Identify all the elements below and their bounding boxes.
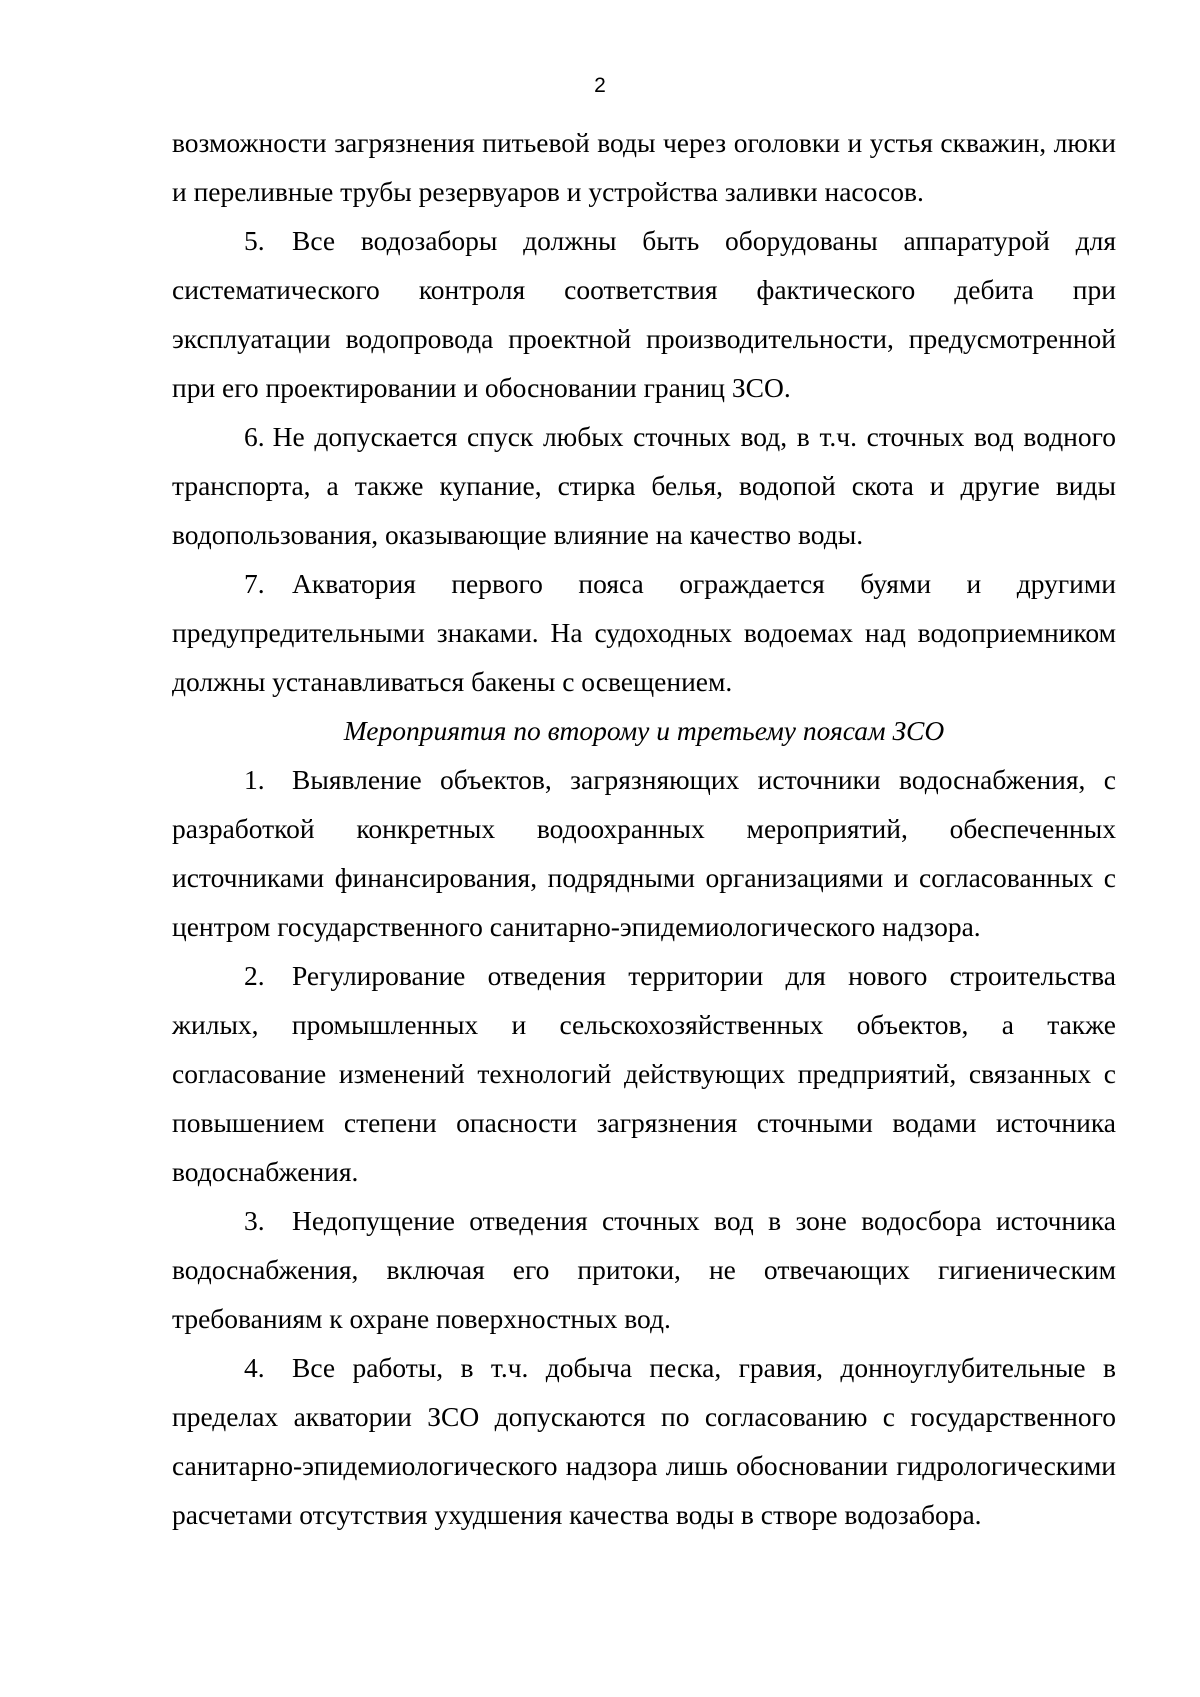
item-text: Регулирование отведения территории для нового строительства жилых, промышленных и сельскохозяйственных объектов, а также согласование изменений технологий действующих предприятий, связанных с повышением степени опасности загрязнения сточными водами источника водоснабжения.: [172, 960, 1116, 1187]
item-text: Недопущение отведения сточных вод в зоне водосбора источника водоснабжения, включая его притоки, не отвечающих гигиеническим требованиям к охране поверхностных вод.: [172, 1205, 1116, 1334]
list-item-first-belt-6: [172, 412, 1116, 559]
item-text: Акватория первого пояса ограждается буями и другими предупредительными знаками. На судоходных водоемах над водоприемником должны устанавливаться бакены с освещением.: [172, 568, 1116, 697]
page-number: 2: [594, 74, 606, 97]
item-number: 4.: [244, 1352, 265, 1383]
list-item-second-third-belt-2: [172, 951, 1116, 1196]
item-text: Все работы, в т.ч. добыча песка, гравия, донноуглубительные в пределах акватории ЗСО допускаются по согласованию с государственного санитарно-эпидемиологического надзора лишь обосновании гидрологическими расчетами отсутствия ухудшения качества воды в створе водозабора.: [172, 1352, 1116, 1530]
list-item-first-belt-5: [172, 216, 1116, 412]
list-item-first-belt-7: [172, 559, 1116, 706]
item-number: 7.: [244, 568, 265, 599]
document-body: [172, 118, 1116, 1539]
list-item-second-third-belt-1: [172, 755, 1116, 951]
item-number: 1.: [244, 764, 265, 795]
item-number: 5.: [244, 225, 265, 256]
section-heading: Мероприятия по второму и третьему поясам ЗСО: [343, 715, 945, 746]
item-number: 2.: [244, 960, 265, 991]
list-item-second-third-belt-4: [172, 1343, 1116, 1539]
opening-paragraph: возможности загрязнения питьевой воды через оголовки и устья скважин, люки и переливные трубы резервуаров и устройства заливки насосов.: [172, 127, 1116, 207]
item-number: 3.: [244, 1205, 265, 1236]
item-text: Не допускается спуск любых сточных вод, в т.ч. сточных вод водного транспорта, а также купание, стирка белья, водопой скота и другие виды водопользования, оказывающие влияние на качество воды.: [172, 421, 1116, 550]
item-number: 6.: [244, 421, 265, 452]
list-item-second-third-belt-3: [172, 1196, 1116, 1343]
item-text: Все водозаборы должны быть оборудованы аппаратурой для систематического контроля соответствия фактического дебита при эксплуатации водопровода проектной производительности, предусмотренной при его проектировании и обосновании границ ЗСО.: [172, 225, 1116, 403]
item-text: Выявление объектов, загрязняющих источники водоснабжения, с разработкой конкретных водоохранных мероприятий, обеспеченных источниками финансирования, подрядными организациями и согласованных с центром государственного санитарно-эпидемиологического надзора.: [172, 764, 1116, 942]
